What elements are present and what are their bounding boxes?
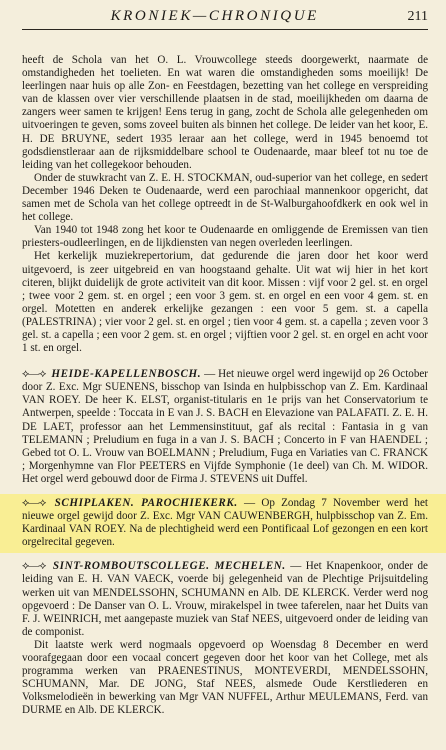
intro-paragraph: Het kerkelijk muziekrepertorium, dat gedurende die jaren door het koor werd uitgevoerd, is zeer uitgebreid en van hoogstaand gehalte. Uit wat wij hier in het kort citeren, blijkt duidelijk de grote activiteit van dit koor. Missen : vijf voor 2 gel. st. en orgel ; twee voor 2 gem. st. en orgel ; een voor 3 gem. st. en orgel en een voor 4 gem. st. en orgel. Motetten en anderek erkelijke gezangen : een voor 5 gem. st. a capella (PALESTRINA) ; vier voor 2 gel. st. en orgel ; tien voor 4 gem. st. a capella ; zeven voor 3 gel. st. a capella ; een voor 2 gem. st. en orgel ; vijftien voor 2 gel. st. en orgel en acht voor 1 st. en orgel. (22, 250, 428, 355)
section-ornament: ⟡—⟢ (22, 368, 46, 381)
page-number: 211 (407, 9, 428, 24)
section-sint-romboutscollege (22, 560, 428, 639)
section-ornament: ⟡—⟢ (22, 497, 46, 509)
section-text: — Het Knapenkoor, onder de leiding van E. H. VAN VAECK, voerde bij gelegenheid van de Plechtige Prijsuitdeling werken uit van MENDELSSOHN, SCHUMANN en Alb. DE KLERCK. Verder werd nog opgevoerd : De Danser van O. L. Vrouw, mirakelspel in twee taferelen, naar het Duits van F. J. WEINRICH, met aangepaste muziek van Staf NEES, uitgevoerd onder de leiding van de componist. (22, 560, 428, 638)
section-schiplaken (22, 497, 428, 549)
section-ornament: ⟡—⟢ (22, 560, 46, 573)
highlighted-block (0, 494, 446, 553)
closing-paragraph: Dit laatste werk werd nogmaals opgevoerd op Woensdag 8 December en werd voorafgegaan door een vocaal concert gegeven door het koor van het College, met als programma werken van PRAENESTINUS, MONTEVERDI, MENDELSSOHN, SCHUMANN, Mar. DE JONG, Staf NEES, alsmede Oude Kerstliederen en Volksmelodieën in bewerking van Mgr VAN NUFFEL, Arthur MEULEMANS, Ferd. van DURME en Alb. DE KLERCK. (22, 638, 428, 717)
page-header (22, 0, 428, 30)
section-title: HEIDE-KAPELLENBOSCH. (51, 368, 202, 381)
section-text: — Het nieuwe orgel werd ingewijd op 26 October door Z. Exc. Mgr SUENENS, bisschop van Isinda en hulpbisschop van Z. Em. Kardinaal VAN ROEY. De heer K. ELST, organist-titularis en 1e prijs van het Conservatorium te Antwerpen, speelde : Toccata in E van J. S. BACH en Elevazione van PALAFATI. Z. E. H. DE LAET, professor aan het Lemmensinstituut, gaf als recital : Fantasia in g van TELEMANN ; Preludium en fuga in a van J. S. BACH ; Concerto in F van HAENDEL ; Gebed tot O. L. Vrouw van BOELMANN ; Preludium, Fuga en Variaties van C. FRANCK ; Morgenhymne van Flor PEETERS en Vijfde Symphonie (1e deel) van Ch. M. WIDOR. Het orgel werd gebouwd door de Firma J. STEVENS uit Duffel. (22, 368, 428, 485)
intro-paragraph: Onder de stuwkracht van Z. E. H. STOCKMAN, oud-superior van het college, en sedert December 1946 Deken te Oudenaarde, werd een parochiaal mannenkoor opgericht, dat samen met de Schola van het college optreedt in de St-Walburgahoofdkerk en ook wel in het college. (22, 171, 428, 224)
article-body (22, 54, 428, 718)
section-text: — Op Zondag 7 November werd het nieuwe orgel gewijd door Z. Exc. Mgr VAN CAUWENBERGH, hulpbisschop van Z. Em. Kardinaal VAN ROEY. Na de plechtigheid werd een Pontificaal Lof gezongen en een kort orgelrecital gegeven. (22, 497, 428, 549)
section-title: SCHIPLAKEN. PAROCHIEKERK. (54, 497, 238, 509)
running-title: KRONIEK—CHRONIQUE (110, 8, 319, 24)
intro-paragraph: heeft de Schola van het O. L. Vrouwcollege steeds doorgewerkt, naarmate de omstandigheden het toelieten. En wat waren die omstandigheden soms moeilijk! De leerlingen naar huis op alle Zon- en Feestdagen, bezetting van het college en verspreiding van de klassen over vier verschillende plaatsen in de stad, moeilijkheden om daarna de zangers weer samen te krijgen! Eens terug in gang, zocht de Schola alle gelegenheden om uitvoeringen te geven, soms zoveel buiten als binnen het college. De leider van het koor, E. H. DE BRUYNE, sedert 1935 leraar aan het college, werd in 1945 benoemd tot godsdienstleraar aan de rijksmiddelbare school te Oudenaarde, maar bleef tot nu toe de leiding van het collegekoor behouden. (22, 54, 428, 171)
section-title: SINT-ROMBOUTSCOLLEGE. MECHELEN. (52, 560, 286, 573)
section-heide-kapellenbosch (22, 368, 428, 486)
intro-paragraph: Van 1940 tot 1948 zong het koor te Oudenaarde en omliggende de Eremissen van tien priesters-oudleerlingen, en de lijkdiensten van negen overleden leerlingen. (22, 224, 428, 250)
